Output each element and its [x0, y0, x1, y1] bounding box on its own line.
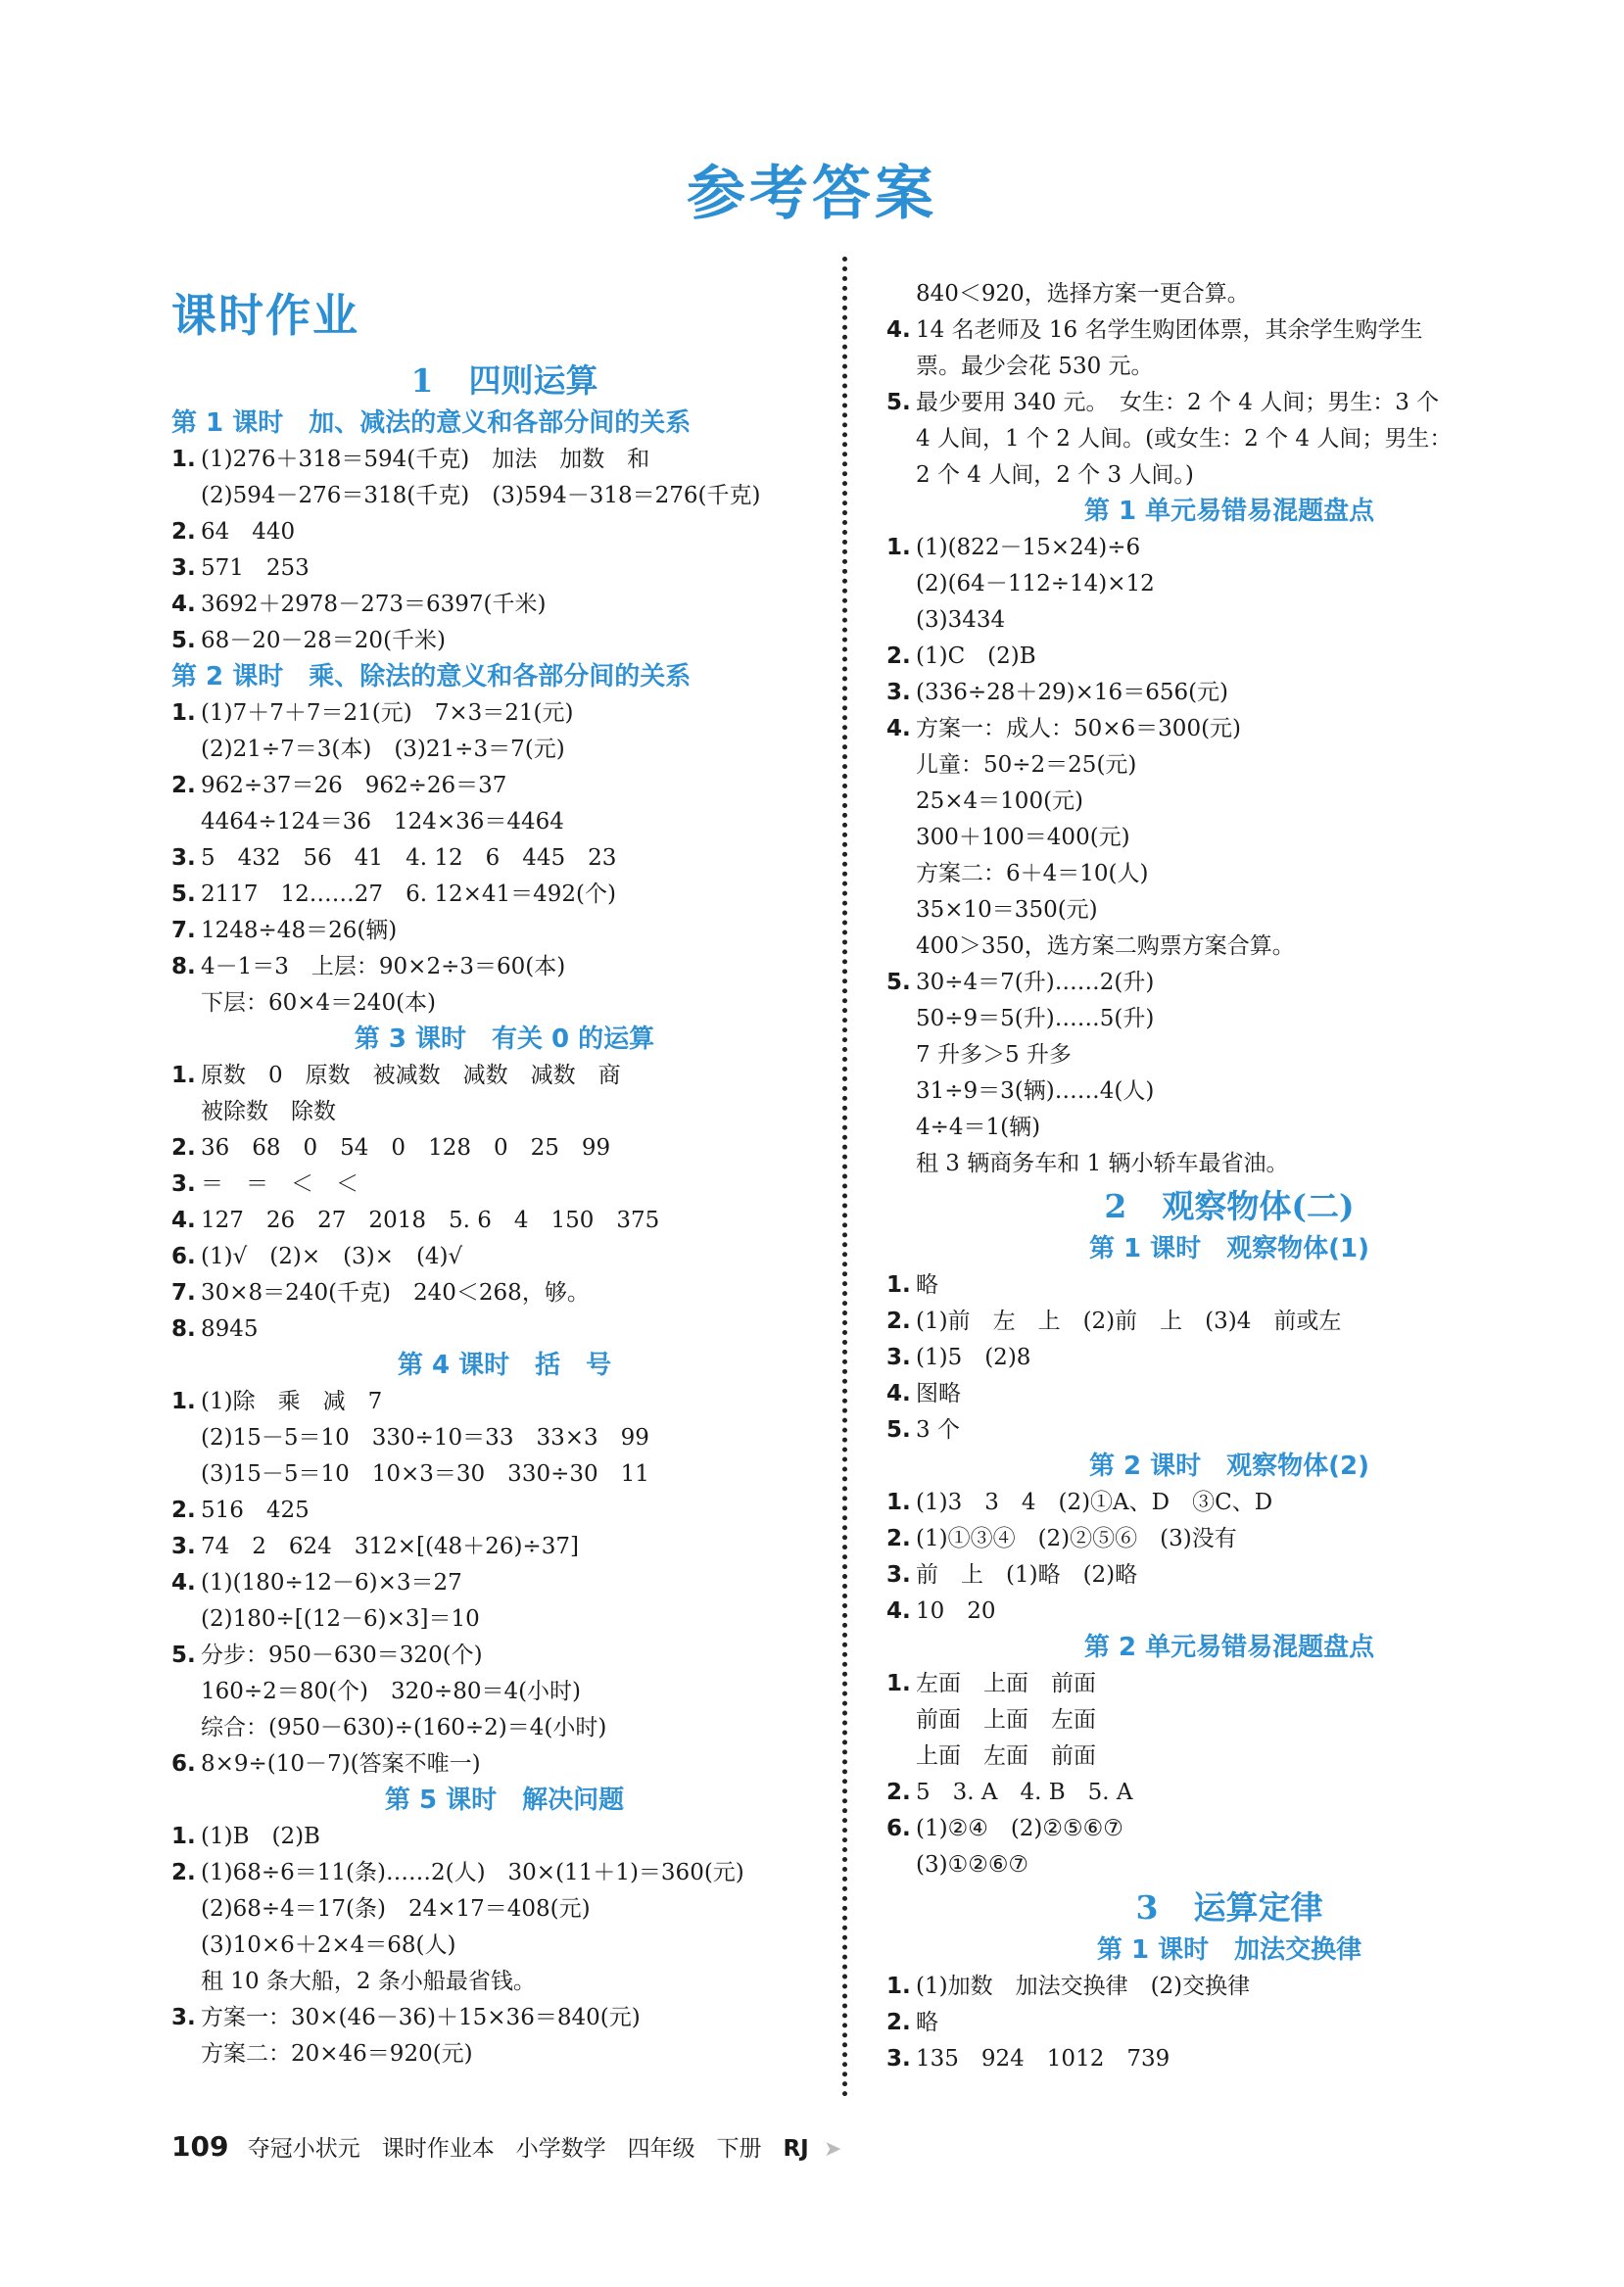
question-number: 3. — [886, 680, 911, 705]
answer-line — [171, 587, 837, 623]
answer-text: 3 个 — [916, 1417, 960, 1443]
lesson-title: 第 1 单元易错易混题盘点 — [1083, 497, 1375, 526]
page-number: 109 — [171, 2130, 229, 2163]
question-number: 6. — [886, 1816, 911, 1841]
answer-text: 516 425 — [201, 1498, 310, 1523]
answer-text: 方案一：30×(46－36)＋15×36＝840(元) — [201, 2005, 641, 2030]
question-number: 4. — [886, 1598, 911, 1624]
answer-line — [171, 1275, 837, 1311]
question-number: 5. — [171, 1643, 196, 1668]
arrow-right-icon: ➤ — [824, 2137, 842, 2162]
answer-line — [886, 1775, 1572, 1811]
answer-line — [171, 1420, 837, 1456]
answer-line — [886, 1666, 1572, 1702]
answer-line — [171, 1819, 837, 1855]
answer-text: (1)3 3 4 (2)①A、D ③C、D — [916, 1490, 1273, 1515]
answer-text: (1)276＋318＝594(千克) 加法 加数 和 — [201, 447, 650, 472]
question-number: 3. — [171, 2005, 196, 2030]
answer-line — [171, 695, 837, 732]
answer-text: (3)15－5＝10 10×3＝30 330÷30 11 — [201, 1461, 649, 1487]
question-number: 4. — [886, 317, 911, 343]
answer-line — [171, 1167, 837, 1203]
answer-line — [171, 1311, 837, 1348]
answer-text: 分步：950－630＝320(个) — [201, 1643, 483, 1668]
answer-text: 综合：(950－630)÷(160÷2)＝4(小时) — [201, 1715, 607, 1740]
answer-text: 30÷4＝7(升)……2(升) — [916, 970, 1155, 995]
question-number: 4. — [171, 592, 196, 617]
answer-text: 400＞350，选方案二购票方案合算。 — [916, 933, 1295, 959]
lesson-title: 第 1 课时 观察物体(1) — [1088, 1234, 1370, 1263]
answer-line — [886, 1521, 1572, 1557]
answer-text: (1)除 乘 减 7 — [201, 1389, 383, 1414]
lesson-title: 第 3 课时 有关 0 的运算 — [354, 1024, 655, 1054]
answer-line — [886, 349, 1572, 385]
answer-line — [171, 1601, 837, 1638]
question-number: 5. — [886, 1417, 911, 1443]
answer-text: 左面 上面 前面 — [916, 1671, 1096, 1696]
answer-text: (336÷28＋29)×16＝656(元) — [916, 680, 1229, 705]
answer-line — [171, 1058, 837, 1094]
answer-line — [886, 1110, 1572, 1146]
answer-line — [886, 1146, 1572, 1182]
answer-text: ＝ ＝ ＜ ＜ — [201, 1171, 358, 1197]
answer-text: 962÷37＝26 962÷26＝37 — [201, 773, 507, 798]
answer-line — [171, 514, 837, 550]
question-number: 3. — [171, 555, 196, 581]
answer-text: 571 253 — [201, 555, 310, 581]
answer-text: (1)C (2)B — [916, 643, 1036, 669]
answer-line — [171, 1746, 837, 1783]
answer-line — [886, 1001, 1572, 1037]
answer-text: (3)①②⑥⑦ — [916, 1852, 1029, 1878]
page-footer — [171, 2125, 849, 2168]
answer-line — [886, 1811, 1572, 1847]
answer-line — [886, 1847, 1572, 1883]
unit-number: 1 — [410, 361, 434, 400]
answer-text: 租 3 辆商务车和 1 辆小轿车最省油。 — [916, 1151, 1289, 1176]
book-grade: 四年级 — [627, 2136, 695, 2162]
question-number: 3. — [171, 1171, 196, 1197]
answer-line — [886, 929, 1572, 965]
answer-text: (1)(822－15×24)÷6 — [916, 535, 1141, 560]
answer-line — [886, 1037, 1572, 1073]
answer-text: 票。最少会花 530 元。 — [916, 354, 1154, 379]
lesson-title: 第 4 课时 括 号 — [397, 1351, 612, 1380]
answer-line — [886, 602, 1572, 639]
answer-line — [886, 1412, 1572, 1449]
answer-line — [171, 804, 837, 840]
answer-text: 原数 0 原数 被减数 减数 减数 商 — [201, 1063, 621, 1088]
answer-text: 300＋100＝400(元) — [916, 825, 1130, 850]
question-number: 5. — [171, 881, 196, 907]
question-number: 1. — [886, 535, 911, 560]
question-number: 1. — [171, 1824, 196, 1849]
answer-text: 4464÷124＝36 124×36＝4464 — [201, 809, 564, 834]
answer-line — [886, 639, 1572, 675]
answer-line — [886, 892, 1572, 929]
answer-line — [171, 1094, 837, 1130]
question-number: 4. — [886, 1381, 911, 1406]
question-number: 4. — [171, 1208, 196, 1233]
answer-line — [171, 768, 837, 804]
answer-line — [171, 1855, 837, 1891]
page-title: 参考答案 — [687, 160, 937, 228]
answer-text: (2)180÷[(12－6)×3]＝10 — [201, 1606, 480, 1632]
answer-text: 840＜920，选择方案一更合算。 — [916, 281, 1250, 307]
answer-line — [886, 820, 1572, 856]
question-number: 7. — [171, 1280, 196, 1306]
answer-text: 10 20 — [916, 1598, 996, 1624]
answer-line — [886, 1557, 1572, 1594]
answer-text: 被除数 除数 — [201, 1099, 336, 1124]
answer-text: 68－20－28＝20(千米) — [201, 628, 447, 653]
book-series: 课时作业本 — [381, 2136, 495, 2162]
answer-text: 下层：60×4＝240(本) — [201, 990, 437, 1016]
lesson-title: 第 2 课时 观察物体(2) — [1088, 1452, 1370, 1481]
question-number: 6. — [171, 1244, 196, 1269]
answer-line — [171, 478, 837, 514]
question-number: 1. — [886, 1671, 911, 1696]
unit-title — [886, 1883, 1572, 1932]
answer-line — [886, 711, 1572, 747]
answer-text: 160÷2＝80(个) 320÷80＝4(小时) — [201, 1679, 582, 1704]
answer-text: 最少要用 340 元。 女生：2 个 4 人间；男生：3 个 — [916, 390, 1440, 415]
answer-text: 图略 — [916, 1381, 961, 1406]
book-subject: 小学数学 — [515, 2136, 606, 2162]
answer-line — [886, 1340, 1572, 1376]
question-number: 8. — [171, 954, 196, 979]
answer-text: (1)加数 加法交换律 (2)交换律 — [916, 1974, 1251, 1999]
answer-text: 1248÷48＝26(辆) — [201, 918, 398, 943]
answer-text: (1)前 左 上 (2)前 上 (3)4 前或左 — [916, 1309, 1342, 1334]
question-number: 4. — [886, 716, 911, 741]
unit-number: 3 — [1135, 1888, 1159, 1927]
answer-line — [171, 985, 837, 1022]
answer-text: 方案二：6＋4＝10(人) — [916, 861, 1149, 886]
question-number: 3. — [171, 845, 196, 871]
answer-line — [886, 1376, 1572, 1412]
answer-line — [171, 732, 837, 768]
answer-line — [171, 1130, 837, 1167]
answer-text: 64 440 — [201, 519, 296, 545]
lesson-title: 第 5 课时 解决问题 — [384, 1786, 625, 1815]
answer-line — [171, 2036, 837, 2073]
answer-line — [886, 1304, 1572, 1340]
question-number: 2. — [886, 2010, 911, 2035]
answer-line — [171, 949, 837, 985]
answer-line — [171, 1710, 837, 1746]
answer-text: 135 924 1012 739 — [916, 2046, 1170, 2072]
answer-text: 租 10 条大船，2 条小船最省钱。 — [201, 1969, 536, 1994]
answer-text: (1)68÷6＝11(条)……2(人) 30×(11＋1)＝360(元) — [201, 1860, 744, 1885]
answer-text: (1)(180÷12－6)×3＝27 — [201, 1570, 462, 1596]
lesson-title: 第 1 课时 加、减法的意义和各部分间的关系 — [171, 408, 692, 438]
answer-text: 4÷4＝1(辆) — [916, 1115, 1041, 1140]
answer-line — [171, 1638, 837, 1674]
answer-text: 3692＋2978－273＝6397(千米) — [201, 592, 547, 617]
answer-text: 前 上 (1)略 (2)略 — [916, 1562, 1138, 1588]
answer-text: (2)15－5＝10 330÷10＝33 33×3 99 — [201, 1425, 649, 1451]
question-number: 5. — [171, 628, 196, 653]
answer-text: 2117 12……27 6. 12×41＝492(个) — [201, 881, 616, 907]
question-number: 1. — [886, 1490, 911, 1515]
answer-line — [171, 1239, 837, 1275]
answer-line — [171, 913, 837, 949]
unit-number: 2 — [1104, 1187, 1127, 1225]
unit-name: 四则运算 — [468, 361, 598, 400]
answer-text: 50÷9＝5(升)……5(升) — [916, 1006, 1155, 1031]
answer-text: 4 人间，1 个 2 人间。(或女生：2 个 4 人间；男生： — [916, 426, 1453, 452]
answer-text: 8945 — [201, 1316, 259, 1342]
answer-text: (1)①③④ (2)②⑤⑥ (3)没有 — [916, 1526, 1237, 1551]
answer-line — [171, 550, 837, 587]
answer-text: 30×8＝240(千克) 240＜268，够。 — [201, 1280, 590, 1306]
answer-line — [886, 1702, 1572, 1739]
answer-text: (2)(64－112÷14)×12 — [916, 571, 1155, 596]
question-number: 3. — [886, 1562, 911, 1588]
question-number: 3. — [886, 1345, 911, 1370]
answer-line — [171, 1565, 837, 1601]
question-number: 1. — [886, 1272, 911, 1298]
question-number: 2. — [171, 1860, 196, 1885]
question-number: 2. — [886, 1526, 911, 1551]
right-column — [886, 276, 1572, 2077]
unit-title — [171, 357, 837, 405]
question-number: 7. — [171, 918, 196, 943]
book-edition: RJ — [783, 2136, 809, 2162]
answer-text: 7 升多＞5 升多 — [916, 1042, 1072, 1068]
question-number: 6. — [171, 1751, 196, 1777]
unit-name: 运算定律 — [1193, 1888, 1323, 1927]
answer-line — [886, 1485, 1572, 1521]
answer-line — [886, 385, 1572, 421]
question-number: 5. — [886, 390, 911, 415]
answer-line — [171, 1928, 837, 1964]
answer-text: 前面 上面 左面 — [916, 1707, 1096, 1733]
answer-line — [171, 1456, 837, 1493]
section-title: 课时作业 — [171, 289, 359, 342]
answer-line — [886, 276, 1572, 312]
answer-line — [171, 2000, 837, 2036]
answer-line — [886, 1969, 1572, 2005]
answer-line — [886, 856, 1572, 892]
question-number: 1. — [171, 447, 196, 472]
question-number: 2. — [886, 643, 911, 669]
answer-line — [886, 1739, 1572, 1775]
answer-line — [886, 747, 1572, 784]
answer-text: 2 个 4 人间，2 个 3 人间。) — [916, 462, 1194, 488]
column-divider — [842, 257, 847, 2098]
answer-text: 8×9÷(10－7)(答案不唯一) — [201, 1751, 481, 1777]
answer-text: 36 68 0 54 0 128 0 25 99 — [201, 1135, 611, 1161]
question-number: 8. — [171, 1316, 196, 1342]
answer-line — [886, 1594, 1572, 1630]
answer-line — [171, 1674, 837, 1710]
answer-text: 14 名老师及 16 名学生购团体票，其余学生购学生 — [916, 317, 1423, 343]
lesson-title: 第 1 课时 加法交换律 — [1096, 1935, 1362, 1965]
lesson-title: 第 2 单元易错易混题盘点 — [1083, 1633, 1375, 1662]
answer-text: (2)68÷4＝17(条) 24×17＝408(元) — [201, 1896, 591, 1922]
answer-line — [886, 2041, 1572, 2077]
question-number: 1. — [171, 1063, 196, 1088]
answer-text: 略 — [916, 1272, 938, 1298]
left-column — [171, 274, 837, 2073]
answer-line — [171, 1529, 837, 1565]
answer-text: 方案二：20×46＝920(元) — [201, 2041, 473, 2067]
answer-line — [171, 840, 837, 877]
answer-line — [171, 1203, 837, 1239]
answer-line — [886, 312, 1572, 349]
answer-line — [171, 442, 837, 478]
answer-text: 儿童：50÷2＝25(元) — [916, 752, 1137, 778]
answer-line — [171, 1964, 837, 2000]
question-number: 2. — [171, 1498, 196, 1523]
question-number: 2. — [886, 1780, 911, 1805]
unit-name: 观察物体(二) — [1162, 1187, 1355, 1225]
question-number: 3. — [171, 1534, 196, 1559]
answer-text: (1)B (2)B — [201, 1824, 320, 1849]
question-number: 2. — [171, 773, 196, 798]
question-number: 2. — [886, 1309, 911, 1334]
answer-line — [886, 784, 1572, 820]
question-number: 1. — [886, 1974, 911, 1999]
answer-text: (1)5 (2)8 — [916, 1345, 1031, 1370]
answer-line — [171, 1891, 837, 1928]
answer-line — [886, 566, 1572, 602]
question-number: 2. — [171, 519, 196, 545]
lesson-title: 第 2 课时 乘、除法的意义和各部分间的关系 — [171, 662, 692, 691]
answer-text: (3)10×6＋2×4＝68(人) — [201, 1932, 456, 1958]
answer-text: (1)√ (2)× (3)× (4)√ — [201, 1244, 463, 1269]
answer-text: 上面 左面 前面 — [916, 1743, 1096, 1769]
question-number: 1. — [171, 700, 196, 726]
answer-line — [886, 457, 1572, 494]
answer-text: (3)3434 — [916, 607, 1006, 633]
answer-text: (1)②④ (2)②⑤⑥⑦ — [916, 1816, 1123, 1841]
answer-line — [886, 421, 1572, 457]
answer-line — [171, 1384, 837, 1420]
answer-text: 35×10＝350(元) — [916, 897, 1098, 923]
answer-text: (2)594－276＝318(千克) (3)594－318＝276(千克) — [201, 483, 761, 508]
answer-text: 31÷9＝3(辆)……4(人) — [916, 1078, 1155, 1104]
answer-text: (1)7＋7＋7＝21(元) 7×3＝21(元) — [201, 700, 574, 726]
answer-line — [171, 623, 837, 659]
question-number: 2. — [171, 1135, 196, 1161]
answer-text: 74 2 624 312×[(48＋26)÷37] — [201, 1534, 579, 1559]
answer-line — [886, 530, 1572, 566]
unit-title — [886, 1182, 1572, 1231]
answer-line — [886, 675, 1572, 711]
answer-text: 5 432 56 41 4. 12 6 445 23 — [201, 845, 617, 871]
answer-text: 方案一：成人：50×6＝300(元) — [916, 716, 1242, 741]
question-number: 4. — [171, 1570, 196, 1596]
question-number: 5. — [886, 970, 911, 995]
answer-text: 略 — [916, 2010, 938, 2035]
answer-line — [886, 1267, 1572, 1304]
question-number: 3. — [886, 2046, 911, 2072]
answer-text: 127 26 27 2018 5. 6 4 150 375 — [201, 1208, 660, 1233]
answer-line — [171, 877, 837, 913]
answer-text: (2)21÷7＝3(本) (3)21÷3＝7(元) — [201, 737, 565, 762]
answer-text: 4－1＝3 上层：90×2÷3＝60(本) — [201, 954, 566, 979]
answer-text: 5 3. A 4. B 5. A — [916, 1780, 1133, 1805]
answer-text: 25×4＝100(元) — [916, 788, 1084, 814]
answer-line — [171, 1493, 837, 1529]
answer-line — [886, 1073, 1572, 1110]
book-name: 夺冠小状元 — [247, 2136, 360, 2162]
answer-line — [886, 965, 1572, 1001]
answer-line — [886, 2005, 1572, 2041]
question-number: 1. — [171, 1389, 196, 1414]
book-volume: 下册 — [716, 2136, 762, 2162]
